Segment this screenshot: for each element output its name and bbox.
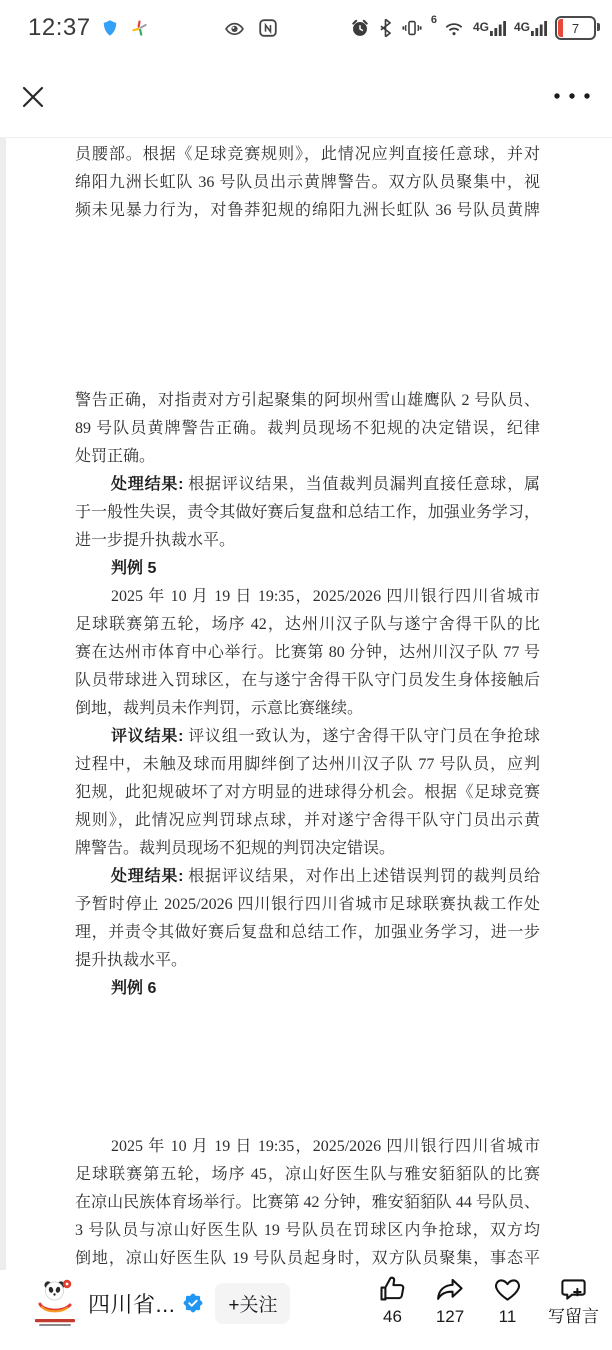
account-row — [32, 1276, 290, 1330]
doc-line: 处理结果: 根据评议结果，当值裁判员漏判直接任意球，属 — [111, 476, 540, 493]
doc-heading: 判例 5 — [111, 560, 157, 577]
follow-button[interactable]: +关注 — [215, 1283, 290, 1324]
vibrate-icon — [400, 17, 424, 39]
doc-line: 提升执裁水平。 — [75, 952, 188, 969]
favorite-count: 11 — [498, 1307, 517, 1326]
doc-line: 警告正确，对指责对方引起聚集的阿坝州雪山雄鹰队 2 号队员、 — [75, 392, 540, 409]
share-arrow-icon — [433, 1274, 467, 1305]
verified-badge-icon — [183, 1293, 203, 1313]
action-buttons — [377, 1274, 599, 1327]
document-page-block — [75, 141, 540, 225]
doc-line: 绵阳九洲长虹队 36 号队员出示黄牌警告。双方队员聚集中，视 — [75, 174, 540, 191]
status-bar — [0, 0, 612, 56]
favorite-button[interactable] — [492, 1274, 523, 1327]
account-avatar[interactable] — [32, 1276, 78, 1330]
signal-sim2 — [514, 18, 548, 38]
doc-line: 3 号队员与凉山好医生队 19 号队员在罚球区内争抢球，双方均 — [75, 1222, 540, 1239]
doc-line: 2025 年 10 月 19 日 19:35，2025/2026 四川银行四川省城市 — [111, 1138, 540, 1155]
share-count: 127 — [435, 1307, 465, 1326]
article-header — [0, 56, 612, 137]
battery-fill — [558, 19, 563, 37]
signal-sim1 — [473, 18, 507, 38]
doc-line: 足球联赛第五轮，场序 45，凉山好医生队与雅安貊貊队的比赛 — [75, 1166, 540, 1183]
security-shield-icon — [100, 17, 120, 39]
account-name[interactable]: 四川省... — [88, 1291, 176, 1317]
doc-line: 予暂时停止 2025/2026 四川银行四川省城市足球联赛执裁工作处 — [75, 896, 540, 913]
page-edge-shadow — [0, 138, 6, 1271]
wifi-icon — [442, 17, 466, 39]
pinwheel-icon — [129, 18, 150, 39]
doc-line: 倒地，裁判员未作判罚，示意比赛继续。 — [75, 700, 364, 717]
wifi-generation-label: 6 — [430, 14, 437, 26]
doc-line: 评议结果: 评议组一致认为，遂宁舍得干队守门员在争抢球 — [111, 728, 540, 745]
comment-icon — [558, 1274, 589, 1305]
document-page-block — [75, 1133, 540, 1271]
comment-button[interactable] — [548, 1274, 599, 1327]
clock-time: 12:37 — [28, 14, 91, 41]
like-button[interactable] — [377, 1274, 408, 1327]
doc-line: 赛在达州市体育中心举行。比赛第 80 分钟，达州川汉子队 77 号 — [75, 644, 540, 661]
doc-line: 牌警告。裁判员现场不犯规的判罚决定错误。 — [75, 840, 396, 857]
bluetooth-icon — [378, 17, 393, 39]
document-page-block — [75, 387, 540, 1003]
doc-line: 犯规，此犯规破坏了对方明显的进球得分机会。根据《足球竞赛 — [75, 784, 540, 801]
comment-label: 写留言 — [548, 1307, 599, 1326]
more-options-button[interactable] — [550, 88, 594, 104]
share-button[interactable] — [433, 1274, 467, 1327]
doc-line: 队员带球进入罚球区，在与遂宁舍得干队守门员发生身体接触后 — [75, 672, 540, 689]
doc-heading: 判例 6 — [111, 980, 157, 997]
doc-line: 规则》，此情况应判罚球点球，并对遂宁舍得干队守门员出示黄 — [75, 812, 540, 829]
doc-line: 2025 年 10 月 19 日 19:35，2025/2026 四川银行四川省城市 — [111, 588, 540, 605]
like-count: 46 — [383, 1307, 402, 1326]
doc-line: 频未见暴力行为，对鲁莽犯规的绵阳九洲长虹队 36 号队员黄牌 — [75, 202, 540, 219]
battery-icon — [555, 16, 596, 40]
doc-line: 足球联赛第五轮，场序 42，达州川汉子队与遂宁舍得干队的比 — [75, 616, 540, 633]
doc-line: 员腰部。根据《足球竞赛规则》，此情况应判直接任意球，并对 — [75, 146, 540, 163]
document-text — [75, 138, 540, 1271]
close-button[interactable] — [18, 82, 48, 112]
doc-line: 处理结果: 根据评议结果，对作出上述错误判罚的裁判员给 — [111, 868, 540, 885]
nfc-icon — [257, 17, 279, 39]
alarm-icon — [349, 17, 371, 39]
doc-line: 理，并责令其做好赛后复盘和总结工作，加强业务学习，进一步 — [75, 924, 540, 941]
doc-line: 倒地，凉山好医生队 19 号队员起身时，双方队员聚集，事态平 — [75, 1250, 540, 1267]
thumbs-up-icon — [377, 1274, 408, 1305]
network-type-label-2: 4G — [513, 20, 530, 34]
doc-line: 于一般性失误，责令其做好赛后复盘和总结工作，加强业务学习， — [75, 504, 540, 521]
doc-line: 过程中，未触及球而用脚绊倒了达州川汉子队 77 号队员，应判 — [75, 756, 540, 773]
heart-icon — [492, 1274, 523, 1305]
network-type-label-1: 4G — [472, 20, 489, 34]
battery-percent: 7 — [571, 20, 580, 36]
eye-comfort-icon — [222, 17, 247, 39]
doc-line: 处罚正确。 — [75, 448, 156, 465]
doc-line: 进一步提升执裁水平。 — [75, 532, 236, 549]
engagement-bar — [0, 1270, 612, 1350]
doc-line: 在凉山民族体育场举行。比赛第 42 分钟，雅安貊貊队 44 号队员、 — [75, 1194, 540, 1211]
doc-line: 89 号队员黄牌警告正确。裁判员现场不犯规的决定错误，纪律 — [75, 420, 540, 437]
document-viewer[interactable] — [0, 137, 612, 1271]
